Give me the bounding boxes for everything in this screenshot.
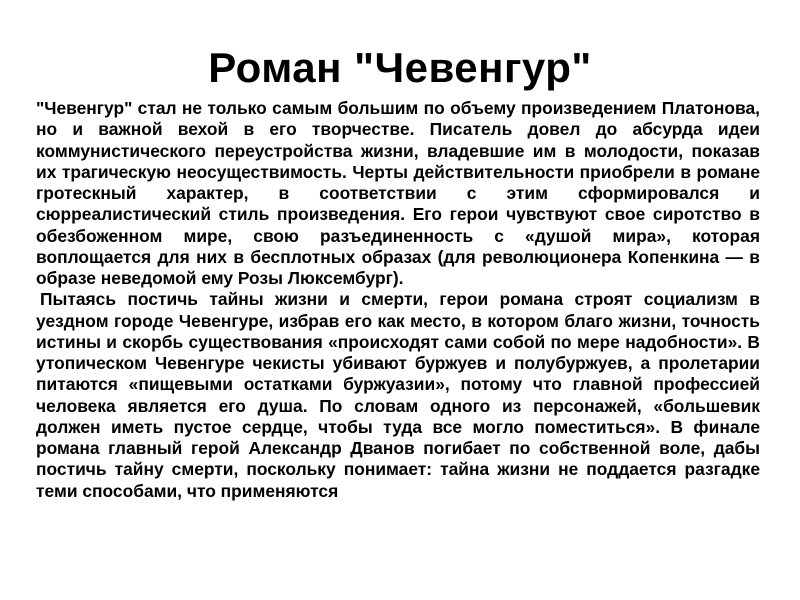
slide-title: Роман "Чевенгур": [208, 44, 592, 91]
slide-body-text: [36, 98, 760, 502]
paragraph-1: "Чевенгур" стал не только самым большим по объему произведением Платонова, но и важной вехой в его творчестве. Писатель довел до абсурда идеи коммунистического переустройства жизни, владевшие им в молодости, показав их трагическую неосуществимость. Черты действительности приобрели в романе гротескный характер, в соответствии с этим сформировался и сюрреалистический стиль произведения. Его герои чувствуют свое сиротство в обезбоженном мире, свою разъединенность с «душой мира», которая воплощается для них в бесплотных образах (для революционера Копенкина — в образе неведомой ему Розы Люксембург).: [36, 98, 760, 288]
paragraph-2: Пытаясь постичь тайны жизни и смерти, герои романа строят социализм в уездном городе Чевенгуре, избрав его как место, в котором благо жизни, точность истины и скорбь существования «происходят сами собой по мере надобности». В утопическом Чевенгуре чекисты убивают буржуев и полубуржуев, а пролетарии питаются «пищевыми остатками буржуазии», потому что главной профессией человека является его душа. По словам одного из персонажей, «большевик должен иметь пустое сердце, чтобы туда все могло поместиться». В финале романа главный герой Александр Дванов погибает по собственной воле, дабы постичь тайну смерти, поскольку понимает: тайна жизни не поддается разгадке теми способами, что применяются: [36, 289, 760, 501]
